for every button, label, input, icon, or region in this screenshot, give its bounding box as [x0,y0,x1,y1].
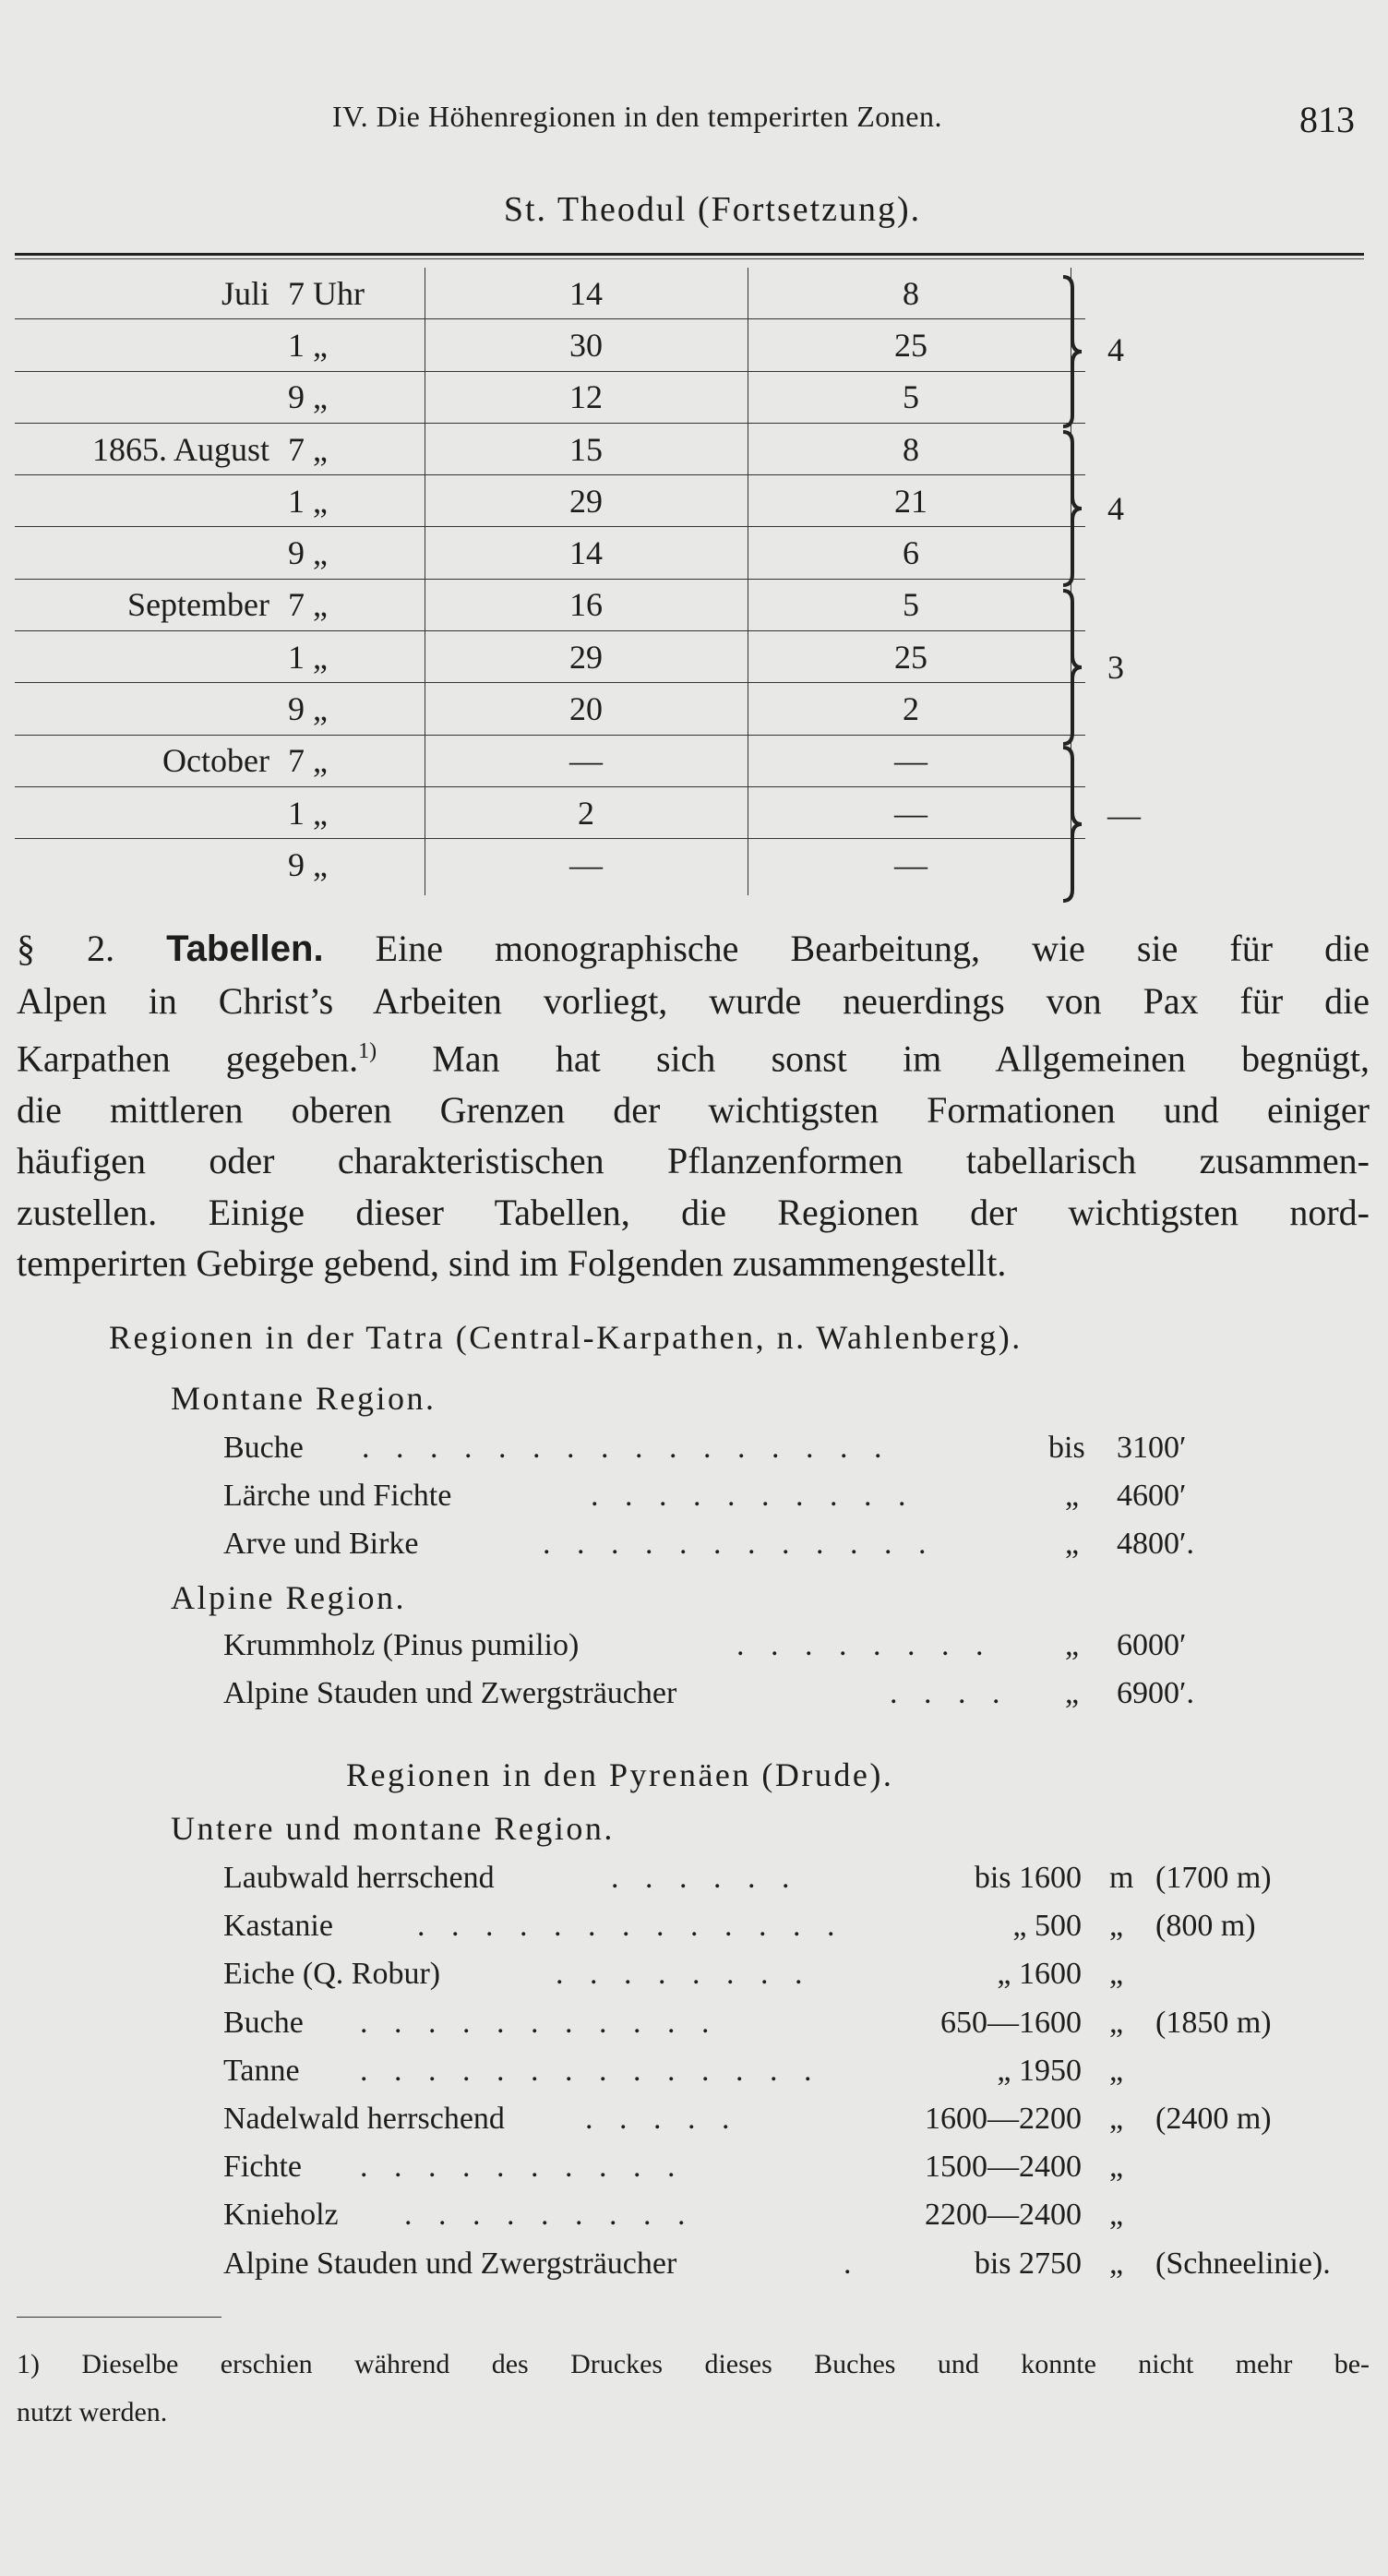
footnote [17,2341,1370,2437]
list-item: Knieholz . . . . . . . . . 2200—2400 „ [223,2198,1124,2233]
observation-table [15,268,1085,892]
row-value-2: 8 [903,430,919,468]
list-item: Alpine Stauden und Zwergsträucher . . . . „ 6900′. [223,1676,1194,1710]
row-label: 1865. August [91,430,269,468]
footnote-line: 1) Dieselbe erschien während des Druckes dieses Buches und konnte nicht mehr be- [17,2349,1370,2379]
row-label [15,319,279,370]
row-value-1: 15 [569,430,603,468]
row-time: 1 „ [288,482,328,520]
table-row [15,580,1085,631]
brace-icon [1059,746,1115,903]
brace-icon [1059,275,1115,428]
list-item: Arve und Birke . . . . . . . . . . . . „ 4800′. [223,1527,1194,1561]
row-label [15,372,279,423]
brace-value: 3 [1107,649,1124,686]
row-label: October [162,742,269,780]
row-value-1: 29 [569,638,603,676]
row-time: 1 „ [288,794,328,832]
table-row [15,839,1085,891]
table-row [15,424,1085,475]
row-label [15,787,279,838]
table-row [15,319,1085,371]
row-time: 7 Uhr [288,274,365,312]
row-label [15,527,279,578]
list-item: Eiche (Q. Robur) . . . . . . . . „ 1600 „ [223,1957,1124,1992]
row-value-1: 14 [569,534,603,572]
list-item: Buche . . . . . . . . . . . . . . . . bis 3100′ [223,1431,1187,1465]
row-time: 1 „ [288,326,328,364]
row-label: Juli [221,274,269,312]
tatra-montane-heading: Montane Region. [171,1380,437,1417]
list-item: Lärche und Fichte . . . . . . . . . . „ 4600′ [223,1479,1187,1513]
table-row [15,683,1085,735]
row-value-2: 5 [903,378,919,416]
row-value-1: 12 [569,378,603,416]
table-row [15,736,1085,787]
list-item: Laubwald herrschend . . . . . . bis 1600 m (1700 m) [223,1861,1272,1895]
running-title: IV. Die Höhenregionen in den temperirten Zonen. [332,100,942,133]
brace-value: 4 [1107,331,1124,368]
list-item: Nadelwald herrschend . . . . . 1600—2200 „ (2400 m) [223,2102,1272,2136]
footnote-rule [17,2317,221,2318]
section-heading: Tabellen. [166,929,324,969]
row-label: September [127,586,269,624]
table-row [15,787,1085,839]
row-value-1: 20 [569,690,603,728]
list-item: Fichte . . . . . . . . . . 1500—2400 „ [223,2150,1124,2185]
row-label [15,839,279,891]
section-paragraph [17,923,1370,1289]
row-value-2: 5 [903,586,919,624]
row-value-1: 30 [569,326,603,364]
table-row [15,631,1085,683]
brace-icon [1059,430,1115,587]
table-row [15,527,1085,579]
row-value-2: — [894,742,927,780]
paragraph-line: Karpathen gegeben.$^{1)}$ Man hat sich sonst im Allgemeinen begnügt, [17,1037,1370,1080]
table-top-rule [15,253,1364,256]
row-time: 7 „ [288,742,328,780]
list-item: Alpine Stauden und Zwergsträucher . bis 2750 „ (Schneelinie). [223,2246,1331,2281]
list-item: Kastanie . . . . . . . . . . . . . „ 500 „ (800 m) [223,1909,1256,1944]
row-value-2: 8 [903,274,919,312]
paragraph-line: zustellen. Einige dieser Tabellen, die Regionen der wichtigsten nord- [17,1191,1370,1233]
row-value-2: — [894,846,927,884]
row-value-1: 29 [569,482,603,520]
running-head [0,100,1388,146]
row-label [15,475,279,526]
table-row [15,475,1085,527]
table-caption: St. Theodul (Fortsetzung). [503,190,922,229]
row-value-2: 2 [903,690,919,728]
page-number: 813 [1299,99,1355,140]
row-label [15,631,279,682]
row-value-2: 25 [894,326,927,364]
row-time: 9 „ [288,534,328,572]
table-top-rule-thin [15,258,1364,259]
row-time: 9 „ [288,846,328,884]
row-time: 9 „ [288,690,328,728]
row-value-2: 25 [894,638,927,676]
list-item: Tanne . . . . . . . . . . . . . . „ 1950 „ [223,2053,1124,2088]
pyrenaeen-heading: Untere und montane Region. [171,1810,615,1847]
row-time: 9 „ [288,378,328,416]
row-value-1: 16 [569,586,603,624]
brace-value: — [1107,797,1141,833]
row-time: 7 „ [288,430,328,468]
pyrenaeen-title: Regionen in den Pyrenäen (Drude). [346,1756,894,1793]
row-time: 1 „ [288,638,328,676]
row-value-2: 21 [894,482,927,520]
paragraph-line: Alpen in Christ’s Arbeiten vorliegt, wurde neuerdings von Pax für die [17,979,1370,1022]
paragraph-line: die mittleren oberen Grenzen der wichtigsten Formationen und einiger [17,1088,1370,1131]
row-value-2: 6 [903,534,919,572]
brace-value: 4 [1107,490,1124,527]
row-value-1: — [569,846,603,884]
paragraph-line: temperirten Gebirge gebend, sind im Folgenden zusammengestellt. [17,1242,1007,1285]
tatra-alpine-heading: Alpine Region. [171,1579,406,1616]
table-row [15,268,1085,319]
paragraph-line: häufigen oder charakteristischen Pflanzenformen tabellarisch zusammen- [17,1140,1370,1182]
list-item: Krummholz (Pinus pumilio) . . . . . . . . „ 6000′ [223,1628,1187,1662]
row-value-1: — [569,742,603,780]
row-label [15,683,279,734]
brace-icon [1059,589,1115,746]
row-time: 7 „ [288,586,328,624]
row-value-2: — [894,794,927,832]
table-row [15,372,1085,424]
row-value-1: 14 [569,274,603,312]
footnote-marker: 1) [358,1039,377,1063]
footnote-line: nutzt werden. [17,2397,168,2427]
paragraph-line: § 2. Tabellen. Eine monographische Bearbeitung, wie sie für die [17,928,1370,969]
list-item: Buche . . . . . . . . . . . 650—1600 „ (1850 m) [223,2005,1272,2040]
tatra-title: Regionen in der Tatra (Central-Karpathen, n. Wahlenberg). [109,1319,1023,1356]
row-value-1: 2 [578,794,594,832]
